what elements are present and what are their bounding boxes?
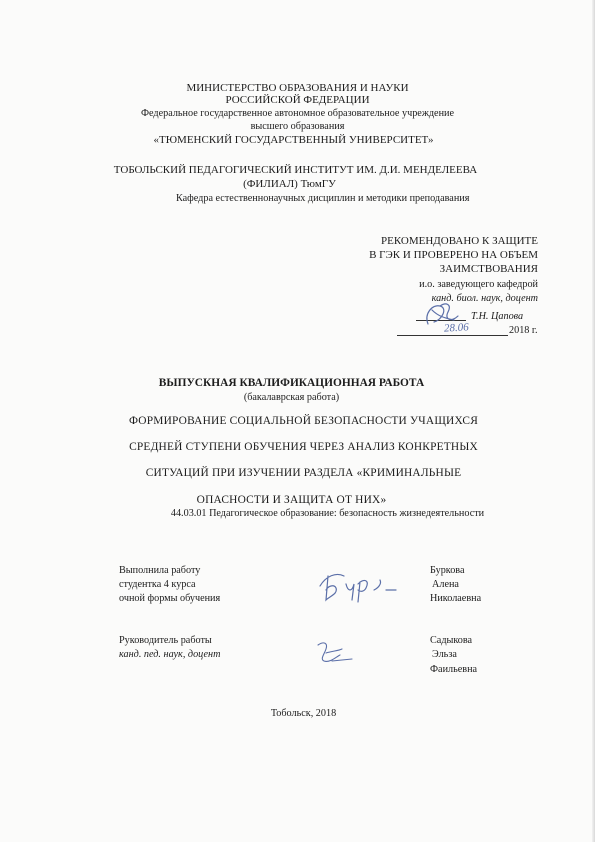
approval-year: 2018 г. [509, 325, 538, 336]
work-subtype: (бакалаврская работа) [243, 392, 340, 403]
supervisor-surname: Садыкова [430, 635, 473, 646]
work-type: ВЫПУСКНАЯ КВАЛИФИКАЦИОННАЯ РАБОТА [158, 377, 425, 389]
supervisor-signature [312, 635, 356, 671]
supervisor-name: Эльза [432, 649, 457, 660]
author-surname: Буркова [430, 565, 465, 576]
org-line-2: высшего образования [250, 121, 345, 132]
thesis-title-line-4: ОПАСНОСТИ И ЗАЩИТА ОТ НИХ» [196, 494, 387, 506]
thesis-title-line-3: СИТУАЦИЙ ПРИ ИЗУЧЕНИИ РАЗДЕЛА «КРИМИНАЛЬНЫЕ [145, 467, 462, 479]
author-label-1: Выполнила работу [119, 565, 201, 576]
ministry-line-2: РОССИЙСКОЙ ФЕДЕРАЦИИ [225, 94, 370, 106]
specialty: 44.03.01 Педагогическое образование: безопасность жизнедеятельности [170, 508, 485, 519]
department-name: Кафедра естественнонаучных дисциплин и методики преподавания [176, 193, 470, 204]
approval-line-1: РЕКОМЕНДОВАНО К ЗАЩИТЕ [381, 235, 538, 247]
approval-line-2: В ГЭК И ПРОВЕРЕНО НА ОБЪЕМ [369, 249, 538, 261]
thesis-title-line-2: СРЕДНЕЙ СТУПЕНИ ОБУЧЕНИЯ ЧЕРЕЗ АНАЛИЗ КОНКРЕТНЫХ [129, 441, 478, 453]
author-signature [316, 566, 410, 606]
handwritten-date: 28.06 [443, 321, 470, 335]
university-name: «ТЮМЕНСКИЙ ГОСУДАРСТВЕННЫЙ УНИВЕРСИТЕТ» [153, 134, 434, 146]
thesis-title-line-1: ФОРМИРОВАНИЕ СОЦИАЛЬНОЙ БЕЗОПАСНОСТИ УЧАЩИХСЯ [128, 415, 479, 427]
approval-line-3: ЗАИМСТВОВАНИЯ [439, 263, 538, 275]
org-line-1: Федеральное государственное автономное образовательное учреждение [140, 108, 454, 119]
author-name: Алена [432, 579, 459, 590]
institute-line-2: (ФИЛИАЛ) ТюмГУ [243, 178, 336, 190]
supervisor-patronymic: Фаильевна [430, 664, 478, 675]
author-patronymic: Николаевна [430, 593, 482, 604]
supervisor-label-1: Руководитель работы [119, 635, 212, 646]
author-label-3: очной формы обучения [119, 593, 221, 604]
ministry-line-1: МИНИСТЕРСТВО ОБРАЗОВАНИЯ И НАУКИ [186, 82, 409, 94]
approver-name: Т.Н. Цапова [471, 311, 524, 322]
date-line [397, 335, 508, 336]
place-year: Тобольск, 2018 [270, 708, 337, 719]
author-label-2: студентка 4 курса [119, 579, 196, 590]
approver-degree: канд. биол. наук, доцент [431, 293, 538, 304]
institute-line-1: ТОБОЛЬСКИЙ ПЕДАГОГИЧЕСКИЙ ИНСТИТУТ ИМ. Д.И. МЕНДЕЛЕЕВА [113, 164, 478, 176]
approver-position: и.о. заведующего кафедрой [419, 279, 538, 290]
supervisor-degree: канд. пед. наук, доцент [119, 649, 221, 660]
